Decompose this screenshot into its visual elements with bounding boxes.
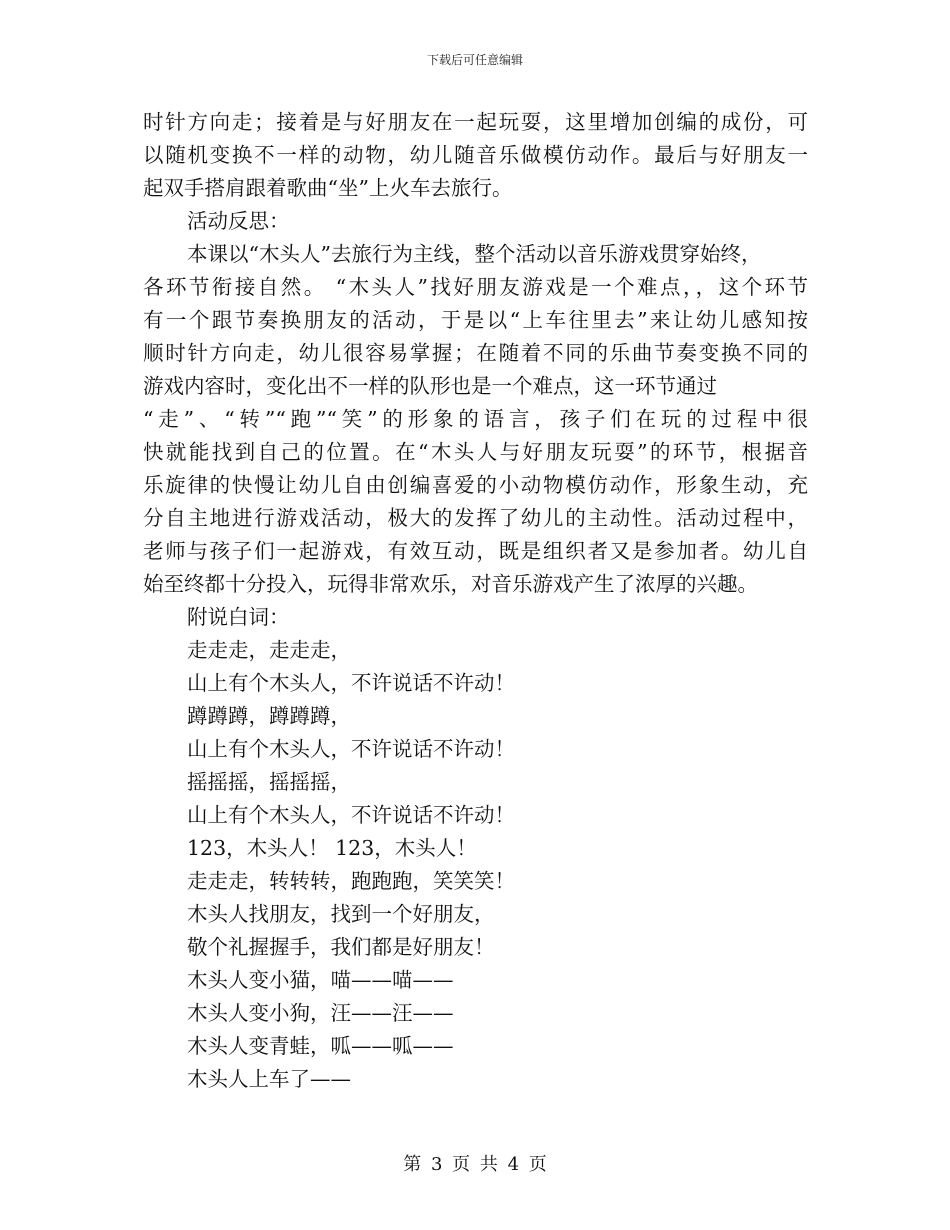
verse-line: 山上有个木头人，不许说话不许动！ xyxy=(187,671,515,695)
section-heading: 活动反思： xyxy=(187,209,290,233)
document-body xyxy=(143,106,808,1096)
paragraph-line: 始至终都十分投入，玩得非常欢乐，对音乐游戏产生了浓厚的兴趣。 xyxy=(143,572,758,596)
paragraph-line: 游戏内容时，变化出不一样的队形也是一个难点，这一环节通过 xyxy=(143,374,717,398)
paragraph-line: 顺时针方向走，幼儿很容易掌握；在随着不同的乐曲节奏变换不同的 xyxy=(143,341,808,365)
verse-line: 敬个礼握握手，我们都是好朋友！ xyxy=(187,935,495,959)
verse-line: 摇摇摇，摇摇摇， xyxy=(187,770,351,794)
page-header: 下载后可任意编辑 xyxy=(426,53,523,67)
paragraph-line: 时针方向走；接着是与好朋友在一起玩耍，这里增加创编的成份，可 xyxy=(143,110,808,134)
paragraph-line: 起双手搭肩跟着歌曲“坐”上火车去旅行。 xyxy=(143,176,513,200)
verse-line: 山上有个木头人，不许说话不许动！ xyxy=(187,803,515,827)
paragraph-line: 分自主地进行游戏活动，极大的发挥了幼儿的主动性。活动过程中， xyxy=(143,506,808,530)
verse-line: 木头人找朋友，找到一个好朋友， xyxy=(187,902,495,926)
verse-line: 走走走，走走走， xyxy=(187,638,351,662)
verse-line: 木头人变青蛙，呱——呱—— xyxy=(187,1034,454,1058)
paragraph-line: 老师与孩子们一起游戏，有效互动，既是组织者又是参加者。幼儿自 xyxy=(143,539,808,563)
verse-line: 山上有个木头人，不许说话不许动！ xyxy=(187,737,515,761)
paragraph-line: 本课以“木头人”去旅行为主线，整个活动以音乐游戏贯穿始终， xyxy=(187,242,762,266)
verse-line: 走走走，转转转，跑跑跑，笑笑笑！ xyxy=(187,869,515,893)
paragraph-line: 各环节衔接自然。 “木头人”找好朋友游戏是一个难点，，这个环节 xyxy=(143,275,808,299)
paragraph-line: 乐旋律的快慢让幼儿自由创编喜爱的小动物模仿动作，形象生动，充 xyxy=(143,473,808,497)
verse-line: 木头人变小狗，汪——汪—— xyxy=(187,1001,454,1025)
paragraph-line: 快就能找到自己的位置。在“木头人与好朋友玩耍”的环节，根据音 xyxy=(143,440,808,464)
page-number-footer: 第 3 页 共 4 页 xyxy=(403,1154,547,1175)
verse-line: 木头人上车了—— xyxy=(187,1067,351,1091)
section-heading: 附说白词： xyxy=(187,605,290,629)
verse-line: 木头人变小猫，喵——喵—— xyxy=(187,968,454,992)
paragraph-line: “走”、“转”“跑”“笑”的形象的语言，孩子们在玩的过程中很 xyxy=(143,407,808,431)
verse-line: 蹲蹲蹲，蹲蹲蹲， xyxy=(187,704,351,728)
verse-line: 123，木头人！ 123，木头人！ xyxy=(187,836,477,860)
paragraph-line: 以随机变换不一样的动物，幼儿随音乐做模仿动作。最后与好朋友一 xyxy=(143,143,808,167)
paragraph-line: 有一个跟节奏换朋友的活动，于是以“上车往里去”来让幼儿感知按 xyxy=(143,308,808,332)
